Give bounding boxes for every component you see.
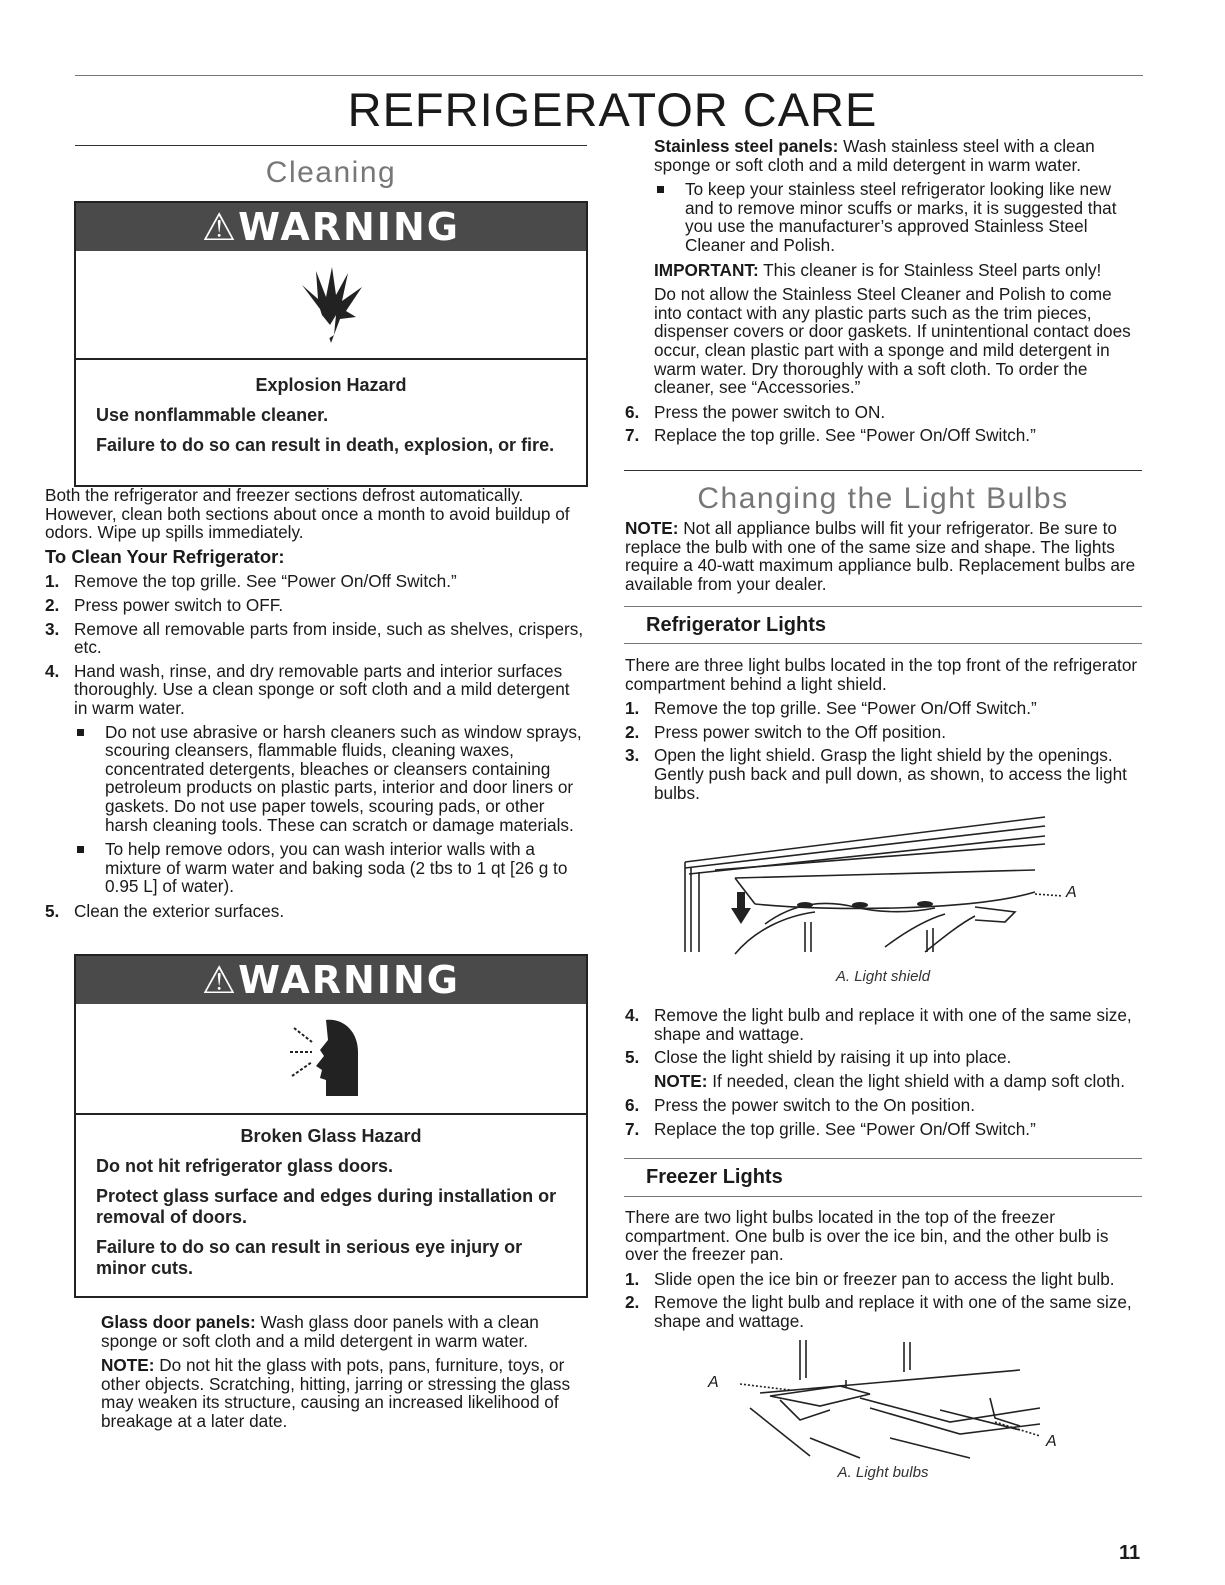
- fridge-lights-rule-top: [624, 606, 1142, 607]
- step-number: 3.: [45, 618, 60, 639]
- hazard-title: Broken Glass Hazard: [240, 1126, 422, 1146]
- page-number: 11: [1119, 1542, 1141, 1564]
- step-text: Replace the top grille. See “Power On/Off Switch.”: [654, 1118, 1036, 1139]
- step-number: 6.: [625, 1095, 640, 1116]
- list-item: [625, 1096, 1140, 1115]
- bullet-icon: [77, 846, 84, 853]
- glass-label: Glass door panels:: [101, 1312, 256, 1332]
- warning-box-explosion: [74, 201, 588, 487]
- bulbs-rule: [624, 470, 1142, 471]
- freezer-lights-body: [625, 1208, 1140, 1336]
- fig1-caption: A. Light shield: [835, 968, 931, 985]
- warning-text: [96, 1126, 566, 1288]
- step-text: Press power switch to OFF.: [74, 594, 284, 615]
- freezer-lights-heading: Freezer Lights: [646, 1166, 783, 1188]
- freezer-lights-rule-bottom: [624, 1196, 1142, 1197]
- fridge-lights-rule-bottom: [624, 643, 1142, 644]
- glass-paragraph: [101, 1313, 586, 1350]
- fridge-lights-intro: There are three light bulbs located in the top front of the refrigerator compartment behind a light shield.: [625, 655, 1138, 694]
- glass-note: [101, 1356, 586, 1430]
- explosion-icon: [296, 265, 366, 345]
- list-item: [625, 1293, 1140, 1330]
- bulbs-note: [625, 519, 1140, 599]
- stainless-paragraph: [654, 137, 1140, 174]
- note-text: Do not hit the glass with pots, pans, furniture, toys, or other objects. Scratching, hitting, jarring or stressing the glass may weaken its structure, causing an increased likelihood of breakage at a later date.: [101, 1355, 571, 1431]
- list-item: [625, 699, 1140, 718]
- step-text: Remove the top grille. See “Power On/Off Switch.”: [74, 571, 457, 592]
- fig2-callout-right: A: [1046, 1433, 1057, 1450]
- step-number: 6.: [625, 401, 640, 422]
- bullet-item: [74, 723, 585, 835]
- step-number: 7.: [625, 425, 640, 446]
- freezer-intro: There are two light bulbs located in the top of the freezer compartment. One bulb is over the ice bin, and the other bulb is over the freezer pan.: [625, 1207, 1109, 1265]
- glass-body: [101, 1313, 586, 1437]
- warning-text: [96, 375, 566, 465]
- warning-line: Failure to do so can result in death, explosion, or fire.: [96, 435, 555, 455]
- list-item: [625, 1120, 1140, 1139]
- top-rule: [75, 75, 1143, 76]
- step-number: 4.: [625, 1005, 640, 1025]
- step-text: Slide open the ice bin or freezer pan to access the light bulb.: [654, 1268, 1115, 1289]
- list-item: [45, 572, 585, 591]
- step-number: 4.: [45, 660, 60, 681]
- stainless-body: [625, 137, 1140, 450]
- list-item: [625, 1270, 1140, 1289]
- warning-banner: [76, 956, 586, 1004]
- list-item: [45, 902, 585, 921]
- glass-text: Wash glass door panels with a clean sponge or soft cloth and a mild detergent in warm water.: [101, 1312, 539, 1351]
- step-number: 3.: [625, 745, 640, 766]
- eye-injury-icon: [282, 1014, 372, 1104]
- cleaning-rule: [75, 145, 587, 146]
- fig2-callout-left: A: [708, 1374, 719, 1391]
- bullet-text: Do not use abrasive or harsh cleaners such as window sprays, scouring cleansers, flammable fluids, cleaning waxes, concentrated detergents, bleaches or cleansers containing petroleum products on plastic parts, interior and door liners or gaskets. Do not use paper towels, scouring pads, or other harsh cleaning tools. These can scratch or damage materials.: [105, 721, 582, 835]
- list-item: [625, 426, 1140, 445]
- to-clean-heading: To Clean Your Refrigerator:: [45, 545, 285, 567]
- list-item: [45, 596, 585, 615]
- freezer-lights-rule-top: [624, 1158, 1142, 1159]
- bulbs-note-paragraph: [625, 519, 1140, 593]
- warning-line: Protect glass surface and edges during installation or removal of doors.: [96, 1186, 557, 1227]
- warning-line: Do not hit refrigerator glass doors.: [96, 1156, 394, 1176]
- step5-note: [625, 1072, 1140, 1091]
- step-text: Open the light shield. Grasp the light shield by the openings. Gently push back and pull down, as shown, to access the light bulbs.: [654, 745, 1127, 803]
- bulbs-title: Changing the Light Bulbs: [697, 482, 1069, 515]
- list-item: [625, 403, 1140, 422]
- list-item: [625, 723, 1140, 742]
- cleaning-body: [45, 486, 585, 925]
- bullet-text: To help remove odors, you can wash interior walls with a mixture of warm water and baking soda (2 tbs to 1 qt [26 g to 0.95 L] of water).: [105, 839, 568, 897]
- bullet-icon: [657, 186, 664, 193]
- note-label: NOTE:: [101, 1355, 155, 1376]
- page-title: REFRIGERATOR CARE: [347, 83, 878, 136]
- fridge-lights-body: [625, 656, 1140, 807]
- step-text: Clean the exterior surfaces.: [74, 900, 285, 921]
- important-label: IMPORTANT:: [654, 259, 759, 280]
- note-label: NOTE:: [625, 518, 679, 538]
- warning-label: ⚠WARNING: [202, 205, 460, 249]
- stainless-text: Wash stainless steel with a clean sponge or soft cloth and a mild detergent in warm water.: [654, 136, 1095, 175]
- bullet-item: [654, 180, 1140, 254]
- note-label: NOTE:: [654, 1070, 708, 1091]
- freezer-bulbs-illustration: [720, 1338, 1050, 1463]
- light-shield-illustration: [675, 812, 1095, 962]
- important-paragraph: [654, 261, 1140, 280]
- bullet-text: To keep your stainless steel refrigerator looking like new and to remove minor scuffs or marks, it is suggested that you use the manufacturer’s approved Stainless Steel Cleaner and Polish.: [685, 179, 1117, 255]
- step-text: Remove the top grille. See “Power On/Off Switch.”: [654, 698, 1037, 719]
- step-number: 1.: [625, 698, 640, 719]
- step-text: Press the power switch to the On position.: [654, 1095, 975, 1116]
- step-text: Press the power switch to ON.: [654, 401, 886, 422]
- cleaning-title: Cleaning: [265, 156, 397, 189]
- note-text: If needed, clean the light shield with a damp soft cloth.: [707, 1070, 1125, 1091]
- step-number: 2.: [625, 1292, 640, 1313]
- important-text: This cleaner is for Stainless Steel parts only!: [758, 259, 1102, 280]
- step-text: Press power switch to the Off position.: [654, 721, 947, 742]
- fridge-lights-body-2: [625, 1006, 1140, 1144]
- do-not-allow-paragraph: Do not allow the Stainless Steel Cleaner and Polish to come into contact with any plastic parts such as the trim pieces, dispenser covers or door gaskets. If unintentional contact does occur, clean plastic part with a sponge and mild detergent in warm water. Dry thoroughly with a soft cloth. To order the cleaner, see “Accessories.”: [654, 284, 1131, 398]
- warning-line: Use nonflammable cleaner.: [96, 405, 329, 425]
- step-text: Remove the light bulb and replace it with one of the same size, shape and wattage.: [654, 1005, 1132, 1044]
- warning-separator: [76, 358, 586, 360]
- fig1-callout: A: [1066, 884, 1077, 901]
- step-number: 2.: [625, 721, 640, 742]
- step-number: 2.: [45, 594, 60, 615]
- note-text: Not all appliance bulbs will fit your refrigerator. Be sure to replace the bulb with one of the same size and shape. The lights require a 40-watt maximum appliance bulb. Replacement bulbs are available from your dealer.: [625, 518, 1136, 594]
- step-text: Hand wash, rinse, and dry removable parts and interior surfaces thoroughly. Use a clean sponge or soft cloth and a mild detergent in warm water.: [74, 660, 570, 718]
- fridge-lights-heading: Refrigerator Lights: [646, 614, 827, 636]
- warning-separator: [76, 1113, 586, 1115]
- step-text: Replace the top grille. See “Power On/Off Switch.”: [654, 425, 1036, 446]
- warning-banner: [76, 203, 586, 251]
- list-item: [625, 746, 1140, 802]
- bullet-icon: [77, 729, 84, 736]
- step-text: Remove the light bulb and replace it with one of the same size, shape and wattage.: [654, 1292, 1132, 1331]
- step-number: 5.: [625, 1047, 640, 1068]
- warning-label: ⚠WARNING: [202, 958, 460, 1002]
- stainless-label: Stainless steel panels:: [654, 136, 839, 156]
- list-item: [625, 1006, 1140, 1043]
- warning-box-broken-glass: [74, 954, 588, 1298]
- intro-paragraph: Both the refrigerator and freezer sections defrost automatically. However, clean both sections about once a month to avoid buildup of odors. Wipe up spills immediately.: [45, 485, 570, 543]
- bullet-item: [74, 840, 585, 896]
- step-number: 5.: [45, 900, 60, 921]
- step-text: Remove all removable parts from inside, such as shelves, crispers, etc.: [74, 618, 584, 658]
- list-item: [625, 1048, 1140, 1067]
- step-number: 1.: [625, 1268, 640, 1289]
- step-text: Close the light shield by raising it up into place.: [654, 1047, 1012, 1068]
- step-number: 7.: [625, 1118, 640, 1139]
- fig2-caption: A. Light bulbs: [837, 1464, 929, 1481]
- step-number: 1.: [45, 571, 60, 592]
- hazard-title: Explosion Hazard: [255, 375, 407, 395]
- warning-line: Failure to do so can result in serious eye injury or minor cuts.: [96, 1237, 523, 1278]
- list-item: [45, 620, 585, 657]
- list-item: [45, 662, 585, 718]
